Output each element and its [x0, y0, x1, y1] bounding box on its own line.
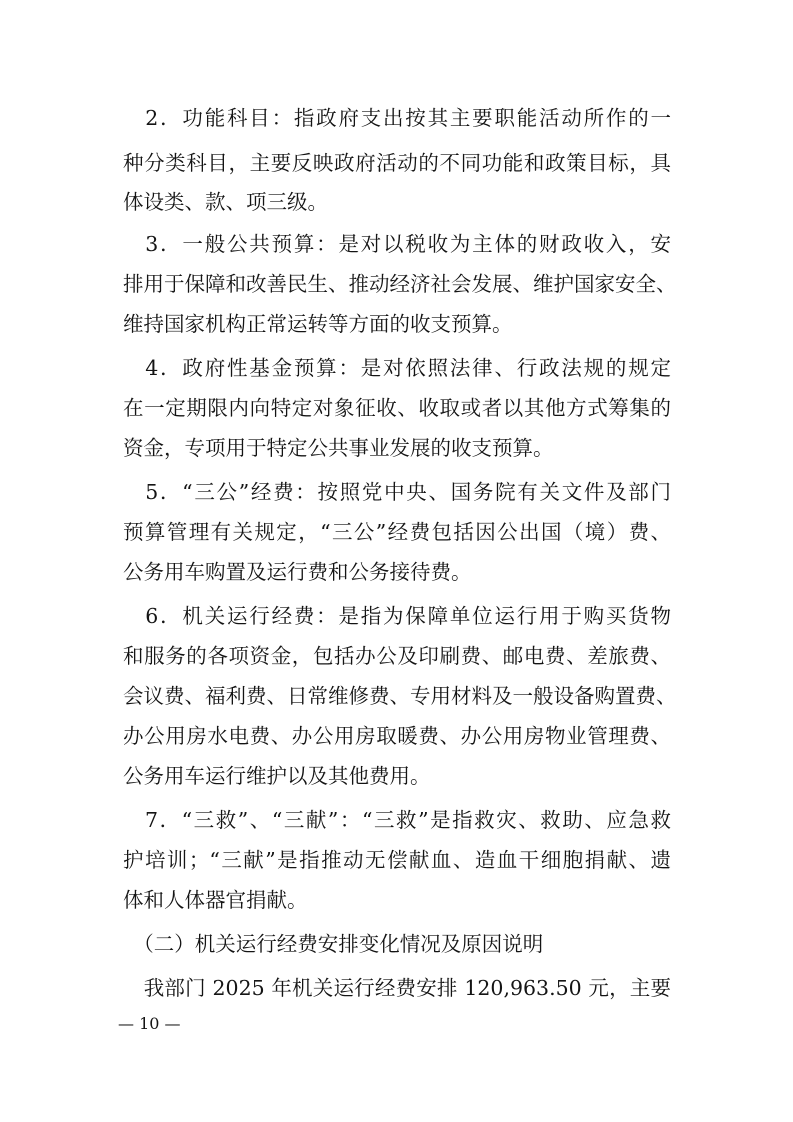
text-line: 和服务的各项资金，包括办公及印刷费、邮电费、差旅费、 — [123, 644, 671, 668]
text-line: 6．机关运行经费：是指为保障单位运行用于购买货物 — [123, 604, 671, 628]
text-line: 种分类科目，主要反映政府活动的不同功能和政策目标，具 — [123, 151, 671, 175]
text-line: 体设类、款、项三级。 — [123, 190, 328, 214]
text-line: 会议费、福利费、日常维修费、专用材料及一般设备购置费、 — [123, 684, 677, 708]
text-line: 5．“三公”经费：按照党中央、国务院有关文件及部门 — [123, 480, 671, 504]
text-line: 2．功能科目：指政府支出按其主要职能活动所作的一 — [123, 106, 671, 130]
text-line: 公务用车购置及运行费和公务接待费。 — [123, 560, 472, 584]
text-line: 预算管理有关规定，“三公”经费包括因公出国（境）费、 — [123, 520, 671, 544]
page-number: — 10 — — [118, 1014, 181, 1033]
section-heading: （二）机关运行经费安排变化情况及原因说明 — [123, 932, 544, 956]
text-line: 体和人体器官捐献。 — [123, 888, 308, 912]
text-line: 资金，专项用于特定公共事业发展的收支预算。 — [123, 436, 554, 460]
text-line: 办公用房水电费、办公用房取暖费、办公用房物业管理费、 — [123, 724, 671, 748]
text-line: 我部门 2025 年机关运行经费安排 120,963.50 元，主要 — [123, 976, 671, 1000]
text-line: 公务用车运行维护以及其他费用。 — [123, 764, 431, 788]
text-line: 7．“三救”、“三献”：“三救”是指救灾、救助、应急救 — [123, 808, 671, 832]
text-line: 维持国家机构正常运转等方面的收支预算。 — [123, 312, 513, 336]
text-line: 排用于保障和改善民生、推动经济社会发展、维护国家安全、 — [123, 272, 677, 296]
text-line: 护培训；“三献”是指推动无偿献血、造血干细胞捐献、遗 — [123, 848, 671, 872]
text-line: 3．一般公共预算：是对以税收为主体的财政收入，安 — [123, 232, 671, 256]
text-line: 在一定期限内向特定对象征收、收取或者以其他方式筹集的 — [123, 396, 671, 420]
text-line: 4．政府性基金预算：是对依照法律、行政法规的规定 — [123, 356, 671, 380]
